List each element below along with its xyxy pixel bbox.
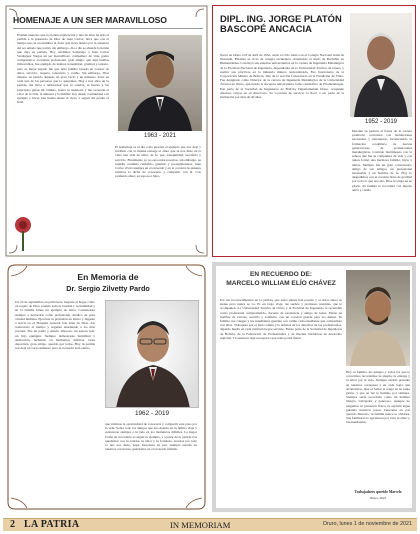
portrait-photo: [105, 300, 199, 408]
panel-title: DIPL. ING. JORGE PLATÓN BASCOPÉ ANCACIA: [220, 13, 342, 35]
body-text-col2: que tuvimos la oportunidad de conocerte y compartir este paso por la vida. Sobre todo los amigos que nos dejaste en tu último viaje y estuvieron siempre a tu lado en los momentos difíciles. La mejor forma de recordarte es seguir tu ejemplo, y a pesar de tu partida nos quedamos con tu sonrisa, tu amor y tu fortaleza. Gracias por todo lo que nos diste, papá. Descansa en paz, siempre estarás en nuestros corazones, guardados en el recuerdo infinito.: [105, 422, 197, 452]
rose-ornament: [11, 213, 39, 253]
body-text-col2: Durante su gestión al frente de la carrera promovió convenios con instituciones nacionales y extranjeras, fortaleciendo la formación académica de nuevas generaciones de profesionales metalurgistas. Contrajo matrimonio con la señora que fue su compañera de vida y con quien formó una hermosa familia, hijos y nietos. Siempre fue un gran conversador, amigo de sus amigos, un profesional incansable y un hombre de fe. Hoy lo despedimos con el corazón lleno de gratitud por todo lo que nos dio. Dios le tenga en su gloria. Tu familia te recordará con mucho amor y cariño.: [352, 129, 412, 192]
portrait-photo: [350, 13, 412, 117]
panel-title: HOMENAJE A UN SER MARAVILLOSO: [13, 15, 203, 29]
years-label: 1962 - 2019: [134, 410, 170, 417]
page-number: 2: [10, 519, 15, 530]
panel-title-line1: En Memoria de: [77, 272, 139, 282]
page-footer: [0, 516, 420, 534]
signature-date: Oruro, 2021: [369, 496, 387, 500]
years-label: 1952 - 2019: [364, 119, 398, 125]
body-text-col1: Existen esencias que no tienen explicación y una de ellas ha sido la partida a la presencia de Dios de Juan Carlos; lleva que con el tiempo uno se acostumbra al dolor que lleva dentro por la ausencia del ser amado que partió, sin embargo, día a día se ahonda la herida que deja su partida. Hoy rendimos homenaje a Juan Carlos Verduguez Vargas un ser maravilloso, compañero de vida, padre comprensivo, excelente profesional, gran amigo, que dejó huellas imborrables, fue ejemplo de lealtad, honestidad, gratitud y respeto, pero es mejor legado fue que unió familia basada en valores de amor, servicio, respeto, tolerancia y cariño. Sin embargo, Dios dispuso su partida dejando un gran vacío y un inmenso dolor en cada una de las personas que lo queremos. Hoy a tres años de tu partida, me lleva a reflexionar que tu sonrisa, tu fuerza y tus principios guían mi camino, honra tu memoria y me recuerda el valor de la vida, la amistad y la familia; hoy dando continuidad a tu ejemplo y hacer una huella desde el cielo, a seguir sin perder el feliz.: [17, 33, 109, 105]
body-text-col1: Por tus reconocimientos en la partida, que estos meses han pasado y el dolor ahora se siente pero nunca se va. Es un largo viaje, tus sueños y promesas reunidas, que te acompañen. La Universidad Técnica de Oruro y la Facultad de Ingeniería te recuerdan como profesional comprometido, docente de excelencia y amigo de todos. Fuiste un hombre de valores, sencillo y solidario, con un corazón grande para los demás. Tu familia, tus colegas y tus estudiantes guardan con cariño cada enseñanza que compartiste con ellos. Trabajaste por el bien común y la defensa de los derechos de los profesionales, dejando huella en cada institución que serviste. Fuiste parte de la Sociedad de Ingenieros de Bolivia, de la Federación de Profesionales y de muchas iniciativas de desarrollo regional. Tu ausencia deja un espacio que nada podrá llenar.: [220, 298, 342, 340]
panel-title-line2: Dr. Sergio Zilvetty Pardo: [66, 284, 150, 293]
portrait-figure: [106, 301, 199, 408]
panel-title-line1: EN RECUERDO DE:: [250, 271, 312, 278]
panel-elio: [212, 262, 416, 512]
body-text-col1: Nació en Oruro el 8 de abril de 1952, cursó el ciclo básico en el Colegio Nacional Jesús de Nazareth. Finalizó su ciclo de colegio secundario obteniendo el título de Bachiller en Humanidades. Concluyó sus estudios universitarios en la carrera de Ingeniería Metalúrgica de la Facultad Nacional de Ingeniería, dependiente de la Universidad Técnica de Oruro, y realizó sus prácticas en la industria minera nacionalizada. Fue funcionario de la Corporación Minera de Bolivia, Jefe de la sección Laboratorio en la Fundición de Vinto. Fue designado como Director de la carrera de Ingeniería Metalúrgica de la Universidad Técnica de Oruro, ejerciendo la docencia universitaria como catedrático de Pirometalurgia. Fue parte de la Sociedad de Ingenieros de Bolivia, Departamental Oruro, ocupando diversos cargos en su directorio. Su vocación de servicio lo llevó a ser parte de la institución por más de 40 años.: [220, 53, 344, 100]
portrait-figure: [346, 270, 410, 366]
portrait-photo: [118, 35, 202, 131]
panel-zilvetty: [5, 262, 208, 512]
signature-label: Trabajadores querido Marcelo: [354, 490, 402, 494]
issue-date: Oruro, lunes 1 de noviembre de 2021: [322, 521, 412, 527]
body-text-col2: Hoy tu familia, tus amigos y todos los que te conocimos recordamos tu alegría, tu entrega y tu amor por la vida. Siempre estarás presente en nuestros corazones y en cada logro que alcancemos. Que el Señor te tenga en su santa gloria, y que su luz te ilumine por siempre. Siempre serás recordado como un hombre íntegro, trabajador y generoso. Aunque no tengamos tu presencia física, tu espíritu sigue guiando nuestros pasos. Descansa en paz querido Marcelo, tu familia nunca te olvidará. Tus familiares te agradecen por todo el amor y las enseñanzas.: [346, 370, 410, 425]
panel-homenaje: [5, 5, 208, 257]
portrait-figure: [118, 35, 202, 131]
years-label: 1963 - 2021: [143, 133, 177, 139]
body-text-col2: El homenaje es el día a día guardar el ejemplo que nos dejó y retribuir con la misma entrega el amor que tú nos diste en la vida; una vida de amor, de fe, paz, tranquilidad, sacrificio y servicio. Finalmente yo no esta entre nosotros, sin embargo, su espíritu continúa cuidando, guiando y protegiéndonos. Juan Carlos vivirá siempre en el recuerdo y en el corazón de quienes tuvimos la dicha de conocerlo y compartir con él. Con profundo amor, su esposa e hijos.: [115, 145, 201, 179]
panel-title-line2: MARCELO WILLIAM ELÍO CHÁVEZ: [226, 280, 336, 287]
panel-bascope: [212, 5, 416, 257]
portrait-figure: [350, 13, 412, 117]
newspaper-name: LA PATRIA: [24, 519, 80, 530]
body-text-col1: Un 23 de septiembre en primavera, llegaste al hogar como un regalo de Dios, pusiste toda tu bondad y tu humildad y en la familia fuiste un ejemplo de amor. Comenzaste siempre a destacarte como profesional, médico de gran calidad humana. Ejerciste tu profesión en Oruro y llegaste a servir en el Hospital General San Juan de Dios. Así transcurrió el tiempo y seguiste enseñando a los más jóvenes. Fue un padre y abuelo amoroso, un esposo leal, un hijo ejemplar. Siempre demostraste humildad y dedicación, luchando en momentos difíciles. Gran deportista, gran amigo, querido por todos. Hoy tu partida nos deja un vacío inmenso pero tu recuerdo será eterno.: [15, 300, 95, 351]
section-name: IN MEMORIAM: [170, 520, 231, 530]
portrait-photo: [346, 270, 410, 366]
